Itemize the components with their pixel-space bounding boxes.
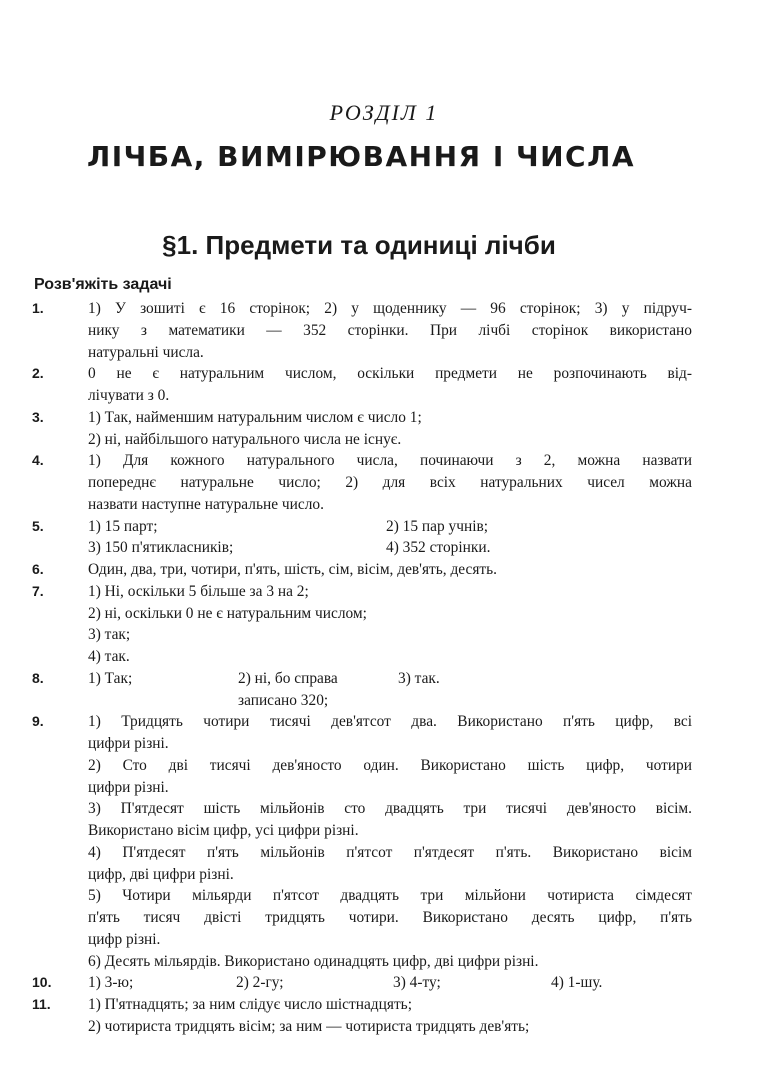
answer-line: натуральні числа. xyxy=(88,343,204,361)
answer-part: 3) 150 п'ятикласників; xyxy=(88,539,234,557)
answer-part: 4) 352 сторінки. xyxy=(386,539,491,557)
answer-columns xyxy=(88,668,692,712)
answer-part: 2) 2-гу; xyxy=(236,974,284,992)
answer-item-3 xyxy=(32,407,692,451)
answer-part: 1) 15 парт; xyxy=(88,517,158,535)
answer-line: 6) Десять мільярдів. Використано одинадцять цифр, дві цифри різні. xyxy=(88,952,539,970)
answer-line: цифри різні. xyxy=(88,735,169,752)
item-number: 10. xyxy=(32,974,52,991)
item-number: 7. xyxy=(32,582,44,599)
answer-line: 2) ні, оскільки 0 не є натуральним числом; xyxy=(88,604,367,622)
answer-line: 3) П'ятдесят шість мільйонів сто двадцять три тисячі дев'яносто вісім. xyxy=(88,800,692,818)
answer-line: п'ять тисяч двісті тридцять чотири. Використано десять цифр, п'ять xyxy=(88,909,692,926)
answer-part: 2) 15 пар учнів; xyxy=(386,517,489,535)
item-number: 6. xyxy=(32,561,44,577)
answer-columns xyxy=(88,972,692,994)
item-number: 9. xyxy=(32,713,44,730)
answer-line: 1) Ні, оскільки 5 більше за 3 на 2; xyxy=(88,582,309,600)
answer-line: нику з математики — 352 сторінки. При лічбі сторінок використано xyxy=(88,321,692,339)
answer-line: 4) П'ятдесят п'ять мільйонів п'ятсот п'ятдесят п'ять. Використано вісім xyxy=(88,843,692,861)
answer-line: цифр, дві цифри різні. xyxy=(88,865,234,883)
task-heading: Розв'яжіть задачі xyxy=(34,276,172,293)
item-number: 8. xyxy=(32,669,44,686)
answer-line: 0 не є натуральним числом, оскільки предмети не розпочинають від- xyxy=(88,365,692,383)
answer-columns xyxy=(88,516,692,560)
answer-item-5 xyxy=(32,516,692,560)
answer-item-8 xyxy=(32,668,692,712)
answer-part: 1) 3-ю; xyxy=(88,974,134,992)
answer-item-1 xyxy=(32,298,692,363)
answer-item-11 xyxy=(32,994,692,1038)
answer-line: Використано вісім цифр, усі цифри різні. xyxy=(88,822,359,839)
item-number: 3. xyxy=(32,408,44,425)
answer-line: 4) так. xyxy=(88,648,130,665)
answer-part: 3) так. xyxy=(398,669,440,687)
answer-item-9 xyxy=(32,711,692,972)
answer-line: попереднє натуральне число; 2) для всіх натуральних чисел можна xyxy=(88,474,692,491)
item-number: 2. xyxy=(32,365,44,382)
answer-part: 1) Так; xyxy=(88,669,133,687)
chapter-title: ЛІЧБА, ВИМІРЮВАННЯ І ЧИСЛА xyxy=(86,140,636,173)
answer-line: цифр різні. xyxy=(88,930,161,948)
item-number: 4. xyxy=(32,452,44,469)
section-title: §1. Предмети та одиниці лічби xyxy=(162,230,556,260)
answer-item-4 xyxy=(32,450,692,515)
answer-item-2 xyxy=(32,363,692,407)
answer-part: 2) ні, бо справа записано 320; xyxy=(238,669,338,709)
item-number: 11. xyxy=(32,996,51,1012)
answer-part: 3) 4-ту; xyxy=(393,974,441,992)
answer-line: 3) так; xyxy=(88,626,131,644)
item-number: 1. xyxy=(32,300,44,316)
answer-line: 2) Сто дві тисячі дев'яносто один. Використано шість цифр, чотири xyxy=(88,756,692,774)
section-kicker: РОЗДІЛ 1 xyxy=(329,100,439,125)
answer-line: 2) ні, найбільшого натурального числа не існує. xyxy=(88,430,402,448)
answer-part: 4) 1-шу. xyxy=(551,974,603,992)
answer-item-7 xyxy=(32,581,692,668)
answer-line: 5) Чотири мільярди п'ятсот двадцять три мільйони чотириста сімдесят xyxy=(88,887,692,905)
answer-line: 1) П'ятнадцять; за ним слідує число шістнадцять; xyxy=(88,996,412,1013)
answer-line: 2) чотириста тридцять вісім; за ним — чотириста тридцять дев'ять; xyxy=(88,1017,530,1035)
answer-item-6 xyxy=(32,559,692,581)
answer-item-10 xyxy=(32,972,692,994)
item-number: 5. xyxy=(32,517,44,534)
answer-line: 1) Для кожного натурального числа, починаючи з 2, можна назвати xyxy=(88,452,692,470)
answer-line: Один, два, три, чотири, п'ять, шість, сім, вісім, дев'ять, десять. xyxy=(88,561,498,578)
answer-line: цифри різні. xyxy=(88,778,169,796)
answer-line: назвати наступне натуральне число. xyxy=(88,495,324,513)
answer-line: 1) Тридцять чотири тисячі дев'ятсот два. Використано п'ять цифр, всі xyxy=(88,713,692,731)
answer-line: лічувати з 0. xyxy=(88,387,170,404)
answer-list xyxy=(32,298,692,1038)
answer-line: 1) Так, найменшим натуральним числом є число 1; xyxy=(88,408,422,426)
answer-line: 1) У зошиті є 16 сторінок; 2) у щоденнику — 96 сторінок; 3) у підруч- xyxy=(88,300,692,317)
